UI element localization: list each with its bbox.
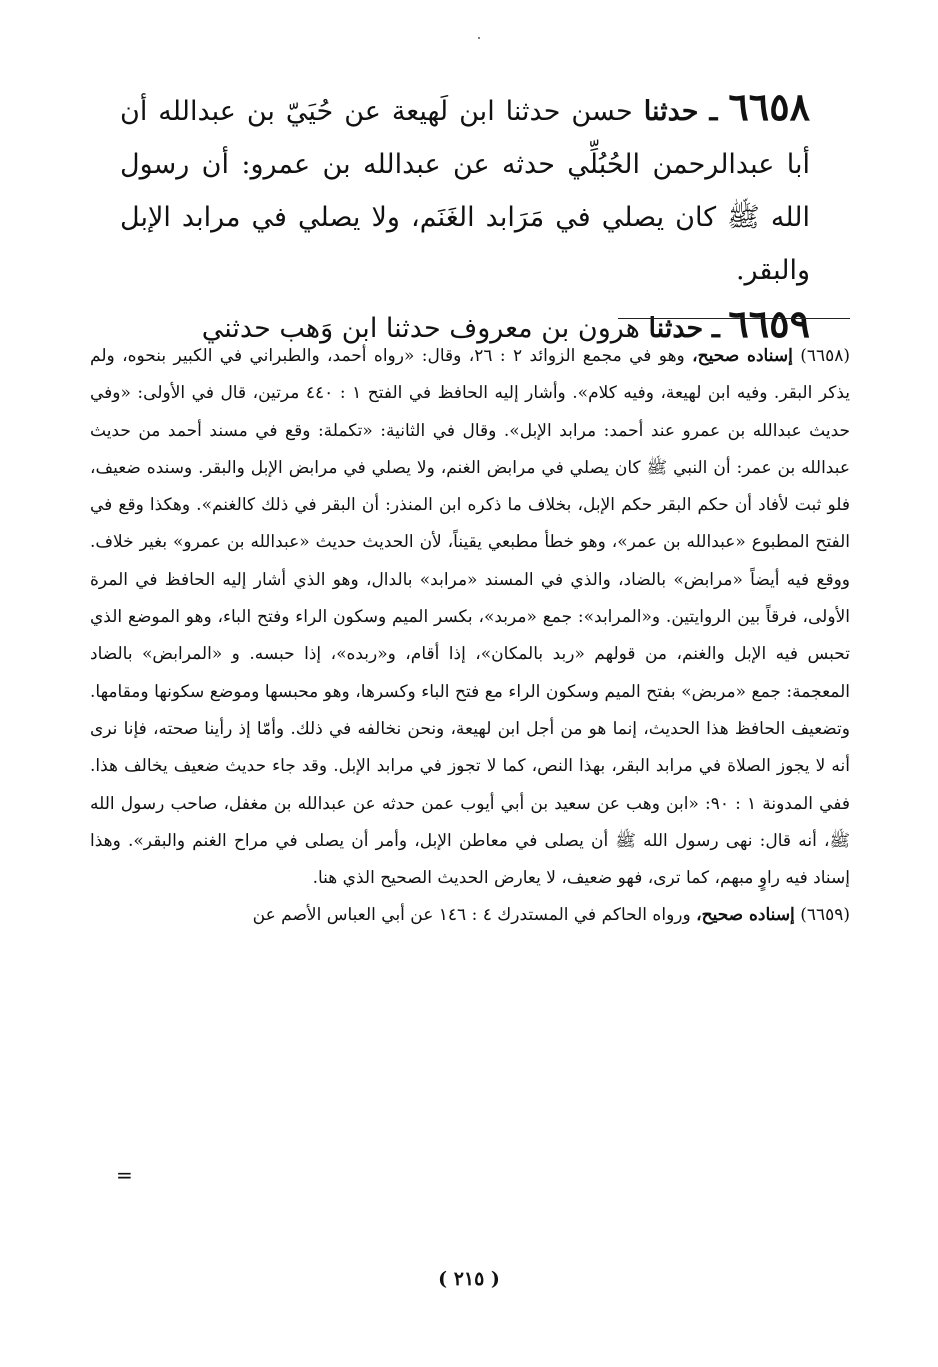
footnote-6658 — [90, 338, 850, 897]
footnote-continuation-mark: = — [116, 1163, 133, 1187]
page-number: ( ٢١٥ ) — [438, 1268, 500, 1290]
hadith-number: ٦٦٥٩ — [728, 301, 810, 346]
hadith-separator: ـ — [711, 313, 720, 344]
footnote-keyword: إسناده صحيح، — [692, 346, 793, 366]
hadith-keyword: حدثنا — [648, 313, 704, 344]
hadith-text: حسن حدثنا ابن لَهيعة عن حُيَيّ بن عبدالله أن أبا عبدالرحمن الحُبُلِّي حدثه عن عبدالله بن عمرو: أن رسول الله ﷺ كان يصلي في مَرَابد الغَنَم، ولا يصلي في مرابد الإبل والبقر. — [120, 96, 810, 286]
footnote-text: وهو في مجمع الزوائد ٢ : ٢٦، وقال: «رواه أحمد، والطبراني في الكبير بنحوه، ولم يذكر البقر. وفيه ابن لهيعة، وفيه كلام». وأشار إليه الحافظ في الفتح ١ : ٤٤٠ مرتين، قال في الأولى: «وفي حديث عبدالله بن عمرو عند أحمد: مرابد الإبل». وقال في الثانية: «تكملة: وقع في مسند أحمد من حديث عبدالله بن عمر: أن النبي ﷺ كان يصلي في مرابض الغنم، ولا يصلي في مرابض الإبل والبقر. وسنده ضعيف، فلو ثبت لأفاد أن حكم البقر حكم الإبل، بخلاف ما ذكره ابن المنذر: أن البقر في ذلك كالغنم». وهكذا وقع في الفتح المطبوع «عبدالله بن عمر»، وهو خطأ مطبعي يقيناً، لأن الحديث حديث «عبدالله بن عمرو» بغير خلاف. ووقع فيه أيضاً «مرابض» بالضاد، والذي في المسند «مرابد» بالدال، وهو الذي أشار إليه الحافظ في المرة الأولى، فرقاً بين الروايتين. و«المرابد»: جمع «مربد»، بكسر الميم وسكون الراء وفتح الباء، وهو الموضع الذي تحبس فيه الإبل والغنم، من قولهم «ربد بالمكان»، إذا أقام، و«ربده»، إذا حبسه. و «المرابض» بالضاد المعجمة: جمع «مربض» بفتح الميم وسكون الراء مع فتح الباء وكسرها، وهو محبسها وموضع سكونها ومقامها. وتضعيف الحافظ هذا الحديث، إنما هو من أجل ابن لهيعة، ونحن نخالفه في ذلك. وأمّا إذ رأينا صحته، فإنا نرى أنه لا يجوز الصلاة في مرابد البقر، بهذا النص، كما لا تجوز في مرابد الإبل. وقد جاء حديث ضعيف يخالف هذا. ففي المدونة ١ : ٩٠: «ابن وهب عن سعيد بن أبي أيوب عمن حدثه عن عبدالله بن مغفل، صاحب رسول الله ﷺ، أنه قال: نهى رسول الله ﷺ أن يصلى في معاطن الإبل، وأمر أن يصلى في مراح الغنم والبقر». وهذا إسناد فيه راوٍ مبهم، كما ترى، فهو ضعيف، لا يعارض الحديث الصحيح الذي هنا. — [90, 346, 850, 889]
hadith-text: هرون بن معروف حدثنا ابن وَهب حدثني — [201, 313, 640, 344]
footnote-keyword: إسناده صحيح، — [696, 905, 795, 926]
main-text-block — [120, 80, 810, 355]
footnote-text: ورواه الحاكم في المستدرك ٤ : ١٤٦ عن أبي العباس الأصم عن — [252, 905, 691, 926]
scan-speck — [478, 37, 480, 39]
hadith-keyword: حدثنا — [643, 96, 699, 127]
footnote-6659 — [90, 897, 850, 934]
footnotes-block — [90, 338, 850, 935]
hadith-number: ٦٦٥٨ — [728, 84, 811, 129]
footnote-separator-rule — [618, 318, 850, 319]
footnote-label: (٦٦٥٨) — [800, 346, 850, 366]
hadith-6658 — [120, 80, 810, 297]
footnote-label: (٦٦٥٩) — [800, 905, 850, 926]
hadith-separator: ـ — [709, 96, 718, 127]
